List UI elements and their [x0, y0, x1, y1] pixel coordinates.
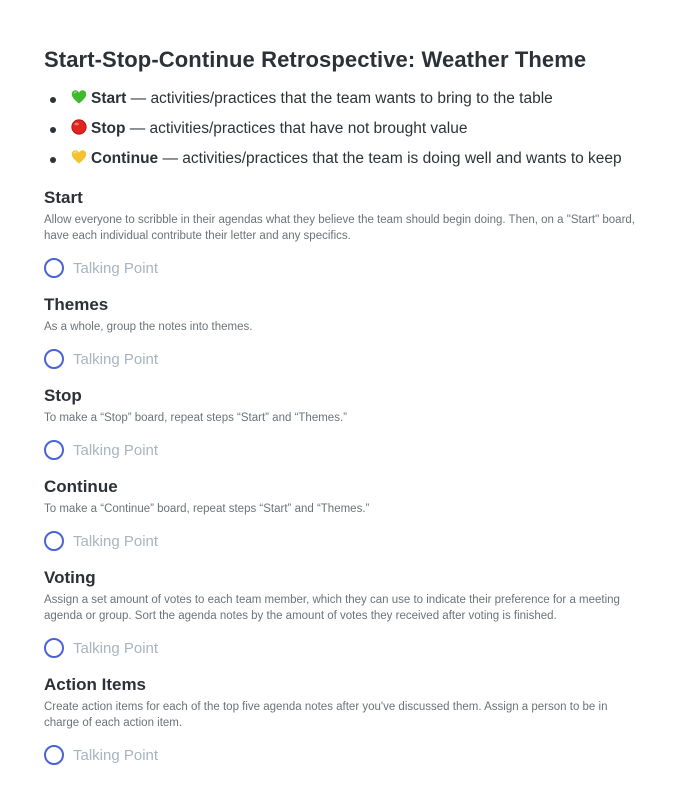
section-heading: Stop [44, 386, 82, 405]
talking-point[interactable] [44, 348, 684, 370]
section-description: Assign a set amount of votes to each team member, which they can use to indicate their preference for a meeting agenda or group. Sort the agenda notes by the amount of votes they received after voting is finished. [44, 594, 620, 622]
talking-point[interactable] [44, 257, 684, 279]
section-description: As a whole, group the notes into themes. [44, 321, 253, 333]
checkbox-circle-icon[interactable] [44, 745, 64, 765]
legend-text: — activities/practices that the team wants to bring to the table [126, 90, 553, 107]
section-themes [44, 294, 684, 370]
talking-point-placeholder[interactable]: Talking Point [73, 639, 159, 657]
talking-point[interactable] [44, 637, 684, 659]
yellow-heart-icon [71, 149, 87, 165]
legend-list [44, 84, 684, 174]
legend-item-start [44, 84, 684, 114]
red-circle-icon [71, 119, 87, 135]
section-description: To make a “Continue” board, repeat steps “Start” and “Themes.” [44, 503, 370, 515]
section-heading: Continue [44, 477, 118, 496]
talking-point-placeholder[interactable]: Talking Point [73, 746, 159, 764]
page-title: Start-Stop-Continue Retrospective: Weather Theme [44, 47, 587, 72]
talking-point-placeholder[interactable]: Talking Point [73, 350, 159, 368]
legend-item-stop [44, 114, 684, 144]
checkbox-circle-icon[interactable] [44, 349, 64, 369]
section-stop [44, 385, 684, 461]
checkbox-circle-icon[interactable] [44, 531, 64, 551]
bullet-icon [50, 97, 56, 103]
legend-label: Start [91, 90, 127, 107]
talking-point[interactable] [44, 439, 684, 461]
legend-text: — activities/practices that the team is doing well and wants to keep [158, 150, 622, 167]
bullet-icon [50, 157, 56, 163]
section-action-items [44, 674, 684, 766]
bullet-icon [50, 127, 56, 133]
legend-label: Stop [91, 120, 126, 137]
section-description: Create action items for each of the top five agenda notes after you've discussed them. Assign a person to be in charge of each action item. [44, 701, 608, 729]
talking-point[interactable] [44, 530, 684, 552]
section-heading: Action Items [44, 675, 147, 694]
checkbox-circle-icon[interactable] [44, 440, 64, 460]
section-voting [44, 567, 684, 659]
green-heart-icon [71, 89, 87, 105]
section-continue [44, 476, 684, 552]
legend-item-continue [44, 144, 684, 174]
section-heading: Start [44, 188, 83, 207]
legend-label: Continue [91, 150, 159, 167]
section-heading: Voting [44, 568, 96, 587]
section-start [44, 187, 684, 279]
legend-text: — activities/practices that have not brought value [125, 120, 468, 137]
checkbox-circle-icon[interactable] [44, 258, 64, 278]
talking-point-placeholder[interactable]: Talking Point [73, 441, 159, 459]
talking-point[interactable] [44, 744, 684, 766]
section-description: To make a “Stop” board, repeat steps “Start” and “Themes.” [44, 412, 347, 424]
talking-point-placeholder[interactable]: Talking Point [73, 259, 159, 277]
talking-point-placeholder[interactable]: Talking Point [73, 532, 159, 550]
section-heading: Themes [44, 295, 109, 314]
section-description: Allow everyone to scribble in their agendas what they believe the team should begin doing. Then, on a "Start" board, have each individual contribute their letter and any specifics. [44, 214, 635, 242]
checkbox-circle-icon[interactable] [44, 638, 64, 658]
